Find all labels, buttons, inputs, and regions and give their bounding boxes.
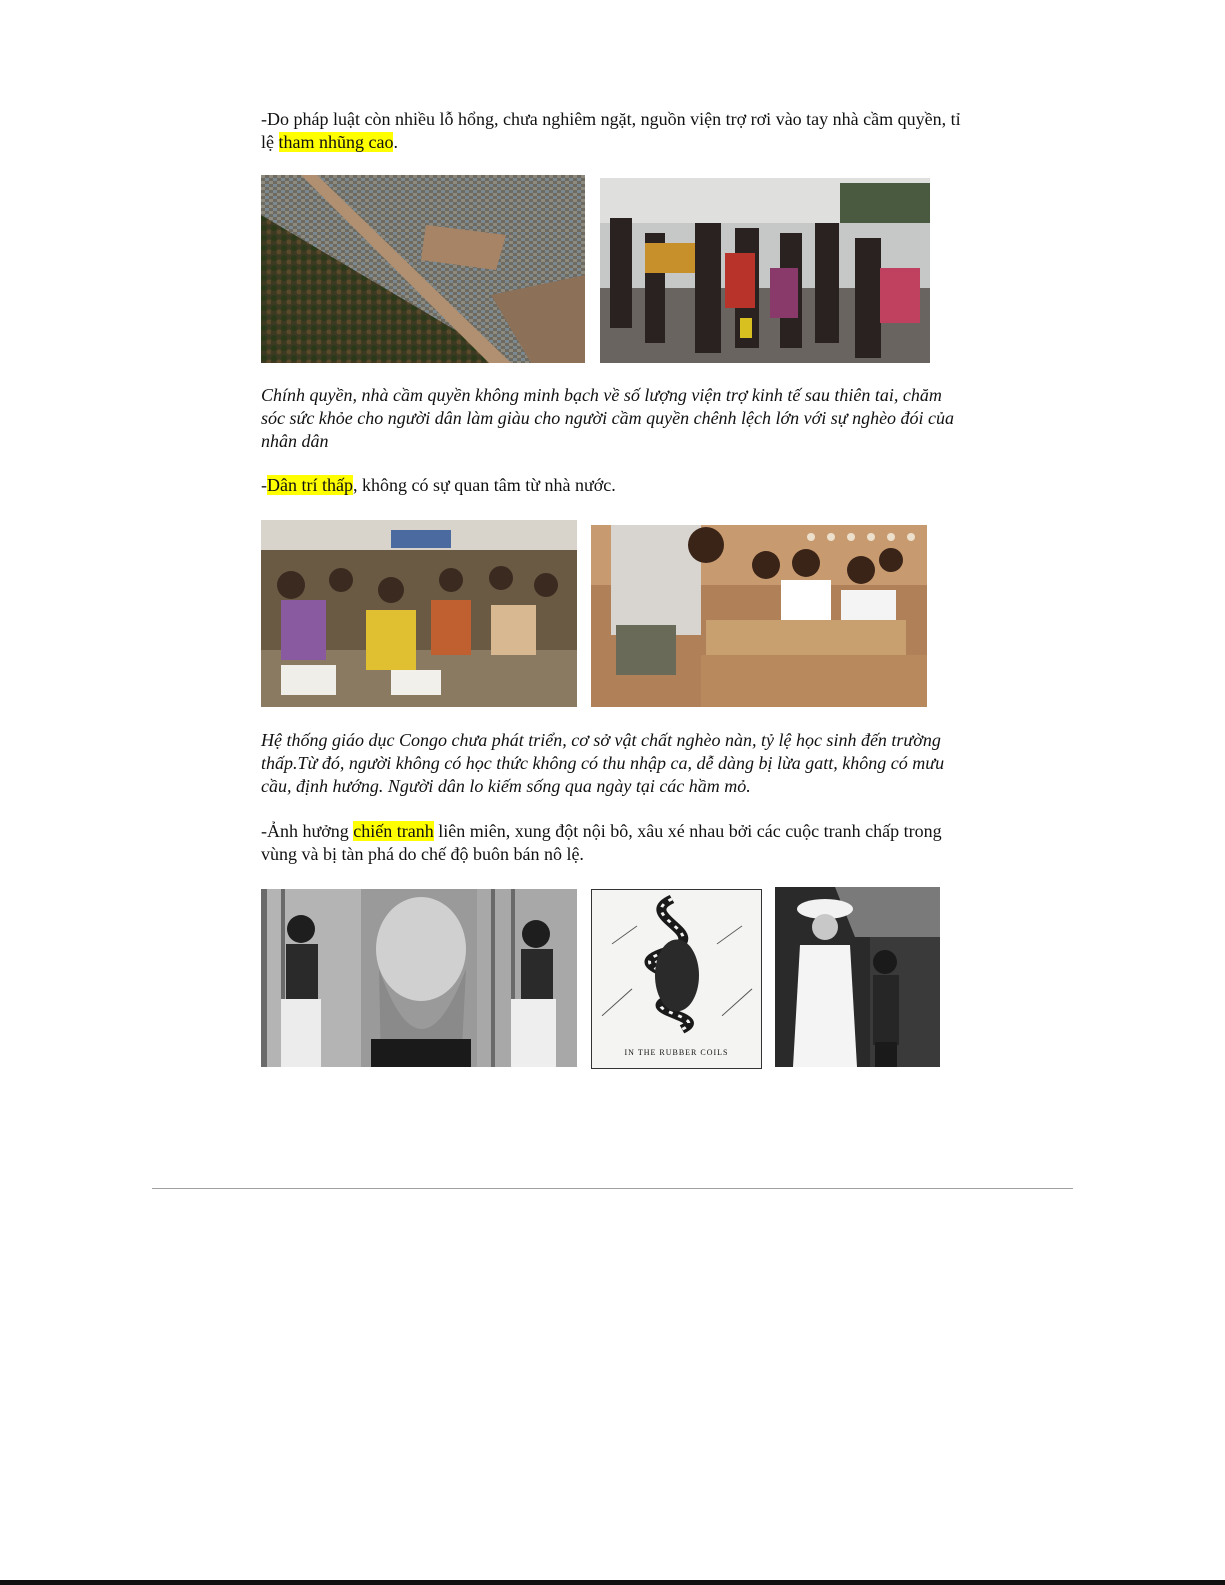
paragraph-education [261,474,961,497]
teacher-students-photo [591,525,927,707]
aerial-slum-photo [261,175,585,363]
paragraph-corruption [261,108,961,154]
rubber-coils-cartoon [591,889,762,1069]
paragraph-text-end: , không có sự quan tâm từ nhà nước. [352,475,616,495]
highlighted-phrase: chiến tranh [353,821,434,841]
cartoon-caption: IN THE RUBBER COILS [624,1048,729,1057]
paragraph-text: -Do pháp luật còn nhiều lỗ hổng, chưa nghiêm ngặt, nguồn viện trợ rơi vào tay nhà cầm quyền, tỉ lệ [261,109,961,152]
paragraph-text: -Ảnh hưởng [261,821,354,841]
page-separator [152,1188,1073,1189]
colonial-photo [775,887,940,1067]
highlighted-phrase: tham nhũng cao [278,132,394,152]
paragraph-war [261,820,961,866]
caption-education: Hệ thống giáo dục Congo chưa phát triển, cơ sở vật chất nghèo nàn, tỷ lệ học sinh đến trường thấp.Từ đó, người không có học thức không có thu nhập ca, dễ dàng bị lừa gatt, không có mưu cầu, định hướng. Người dân lo kiếm sống qua ngày tại các hầm mỏ. [261,730,945,796]
caption-corruption: Chính quyền, nhà cầm quyền không minh bạch về số lượng viện trợ kinh tế sau thiên tai, chăm sóc sức khỏe cho người dân làm giàu cho người cầm quyền chênh lệch lớn với sự nghèo đói của nhân dân [261,385,955,451]
paragraph-text-end: . [393,132,398,152]
paragraph-text: - [261,475,267,495]
highlighted-phrase: Dân trí thấp [267,475,353,495]
paragraph-text-end: liên miên, xung đột nội bô, xâu xé nhau bởi các cuộc tranh chấp trong vùng và bị tàn phá do chế độ buôn bán nô lệ. [261,821,942,864]
bottom-border [0,1580,1225,1585]
classroom-floor-photo [261,520,577,707]
historical-montage-photo [261,889,577,1067]
refugee-crowd-photo [600,178,930,363]
